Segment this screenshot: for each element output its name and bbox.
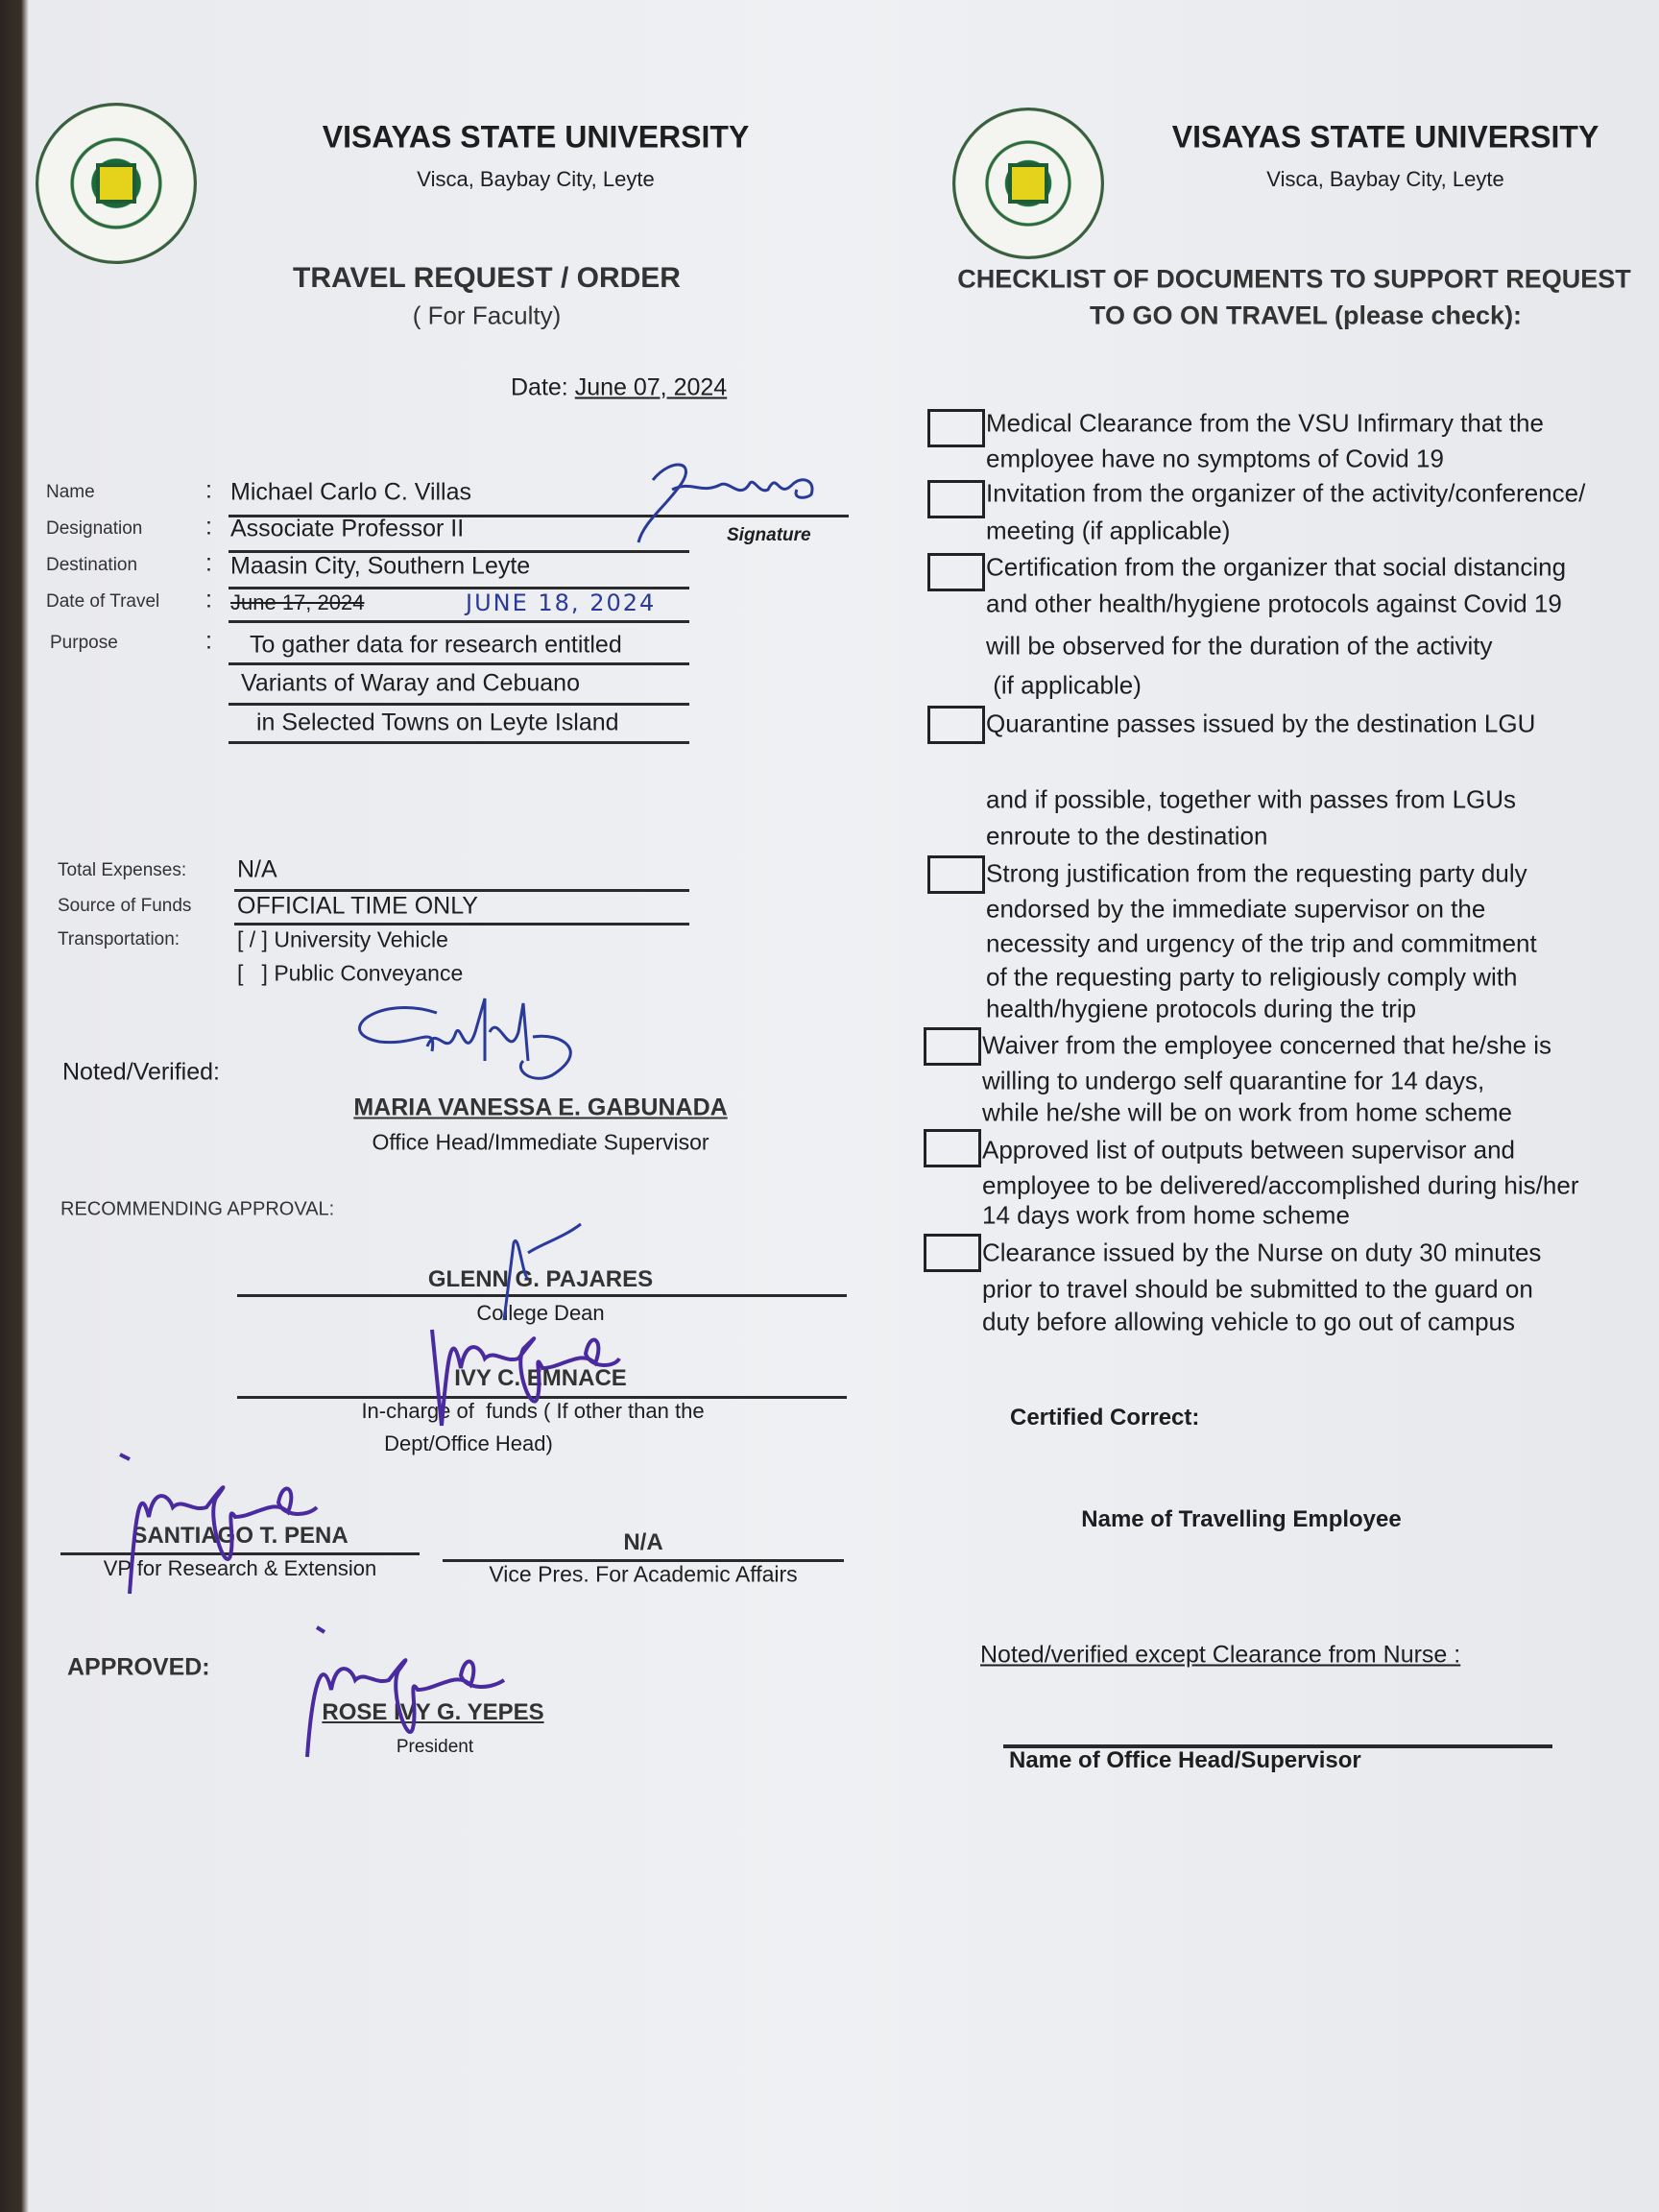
designation-label: Designation <box>46 518 143 539</box>
purpose-label: Purpose <box>50 633 118 653</box>
name-value: Michael Carlo C. Villas <box>230 478 472 506</box>
colon: : <box>205 627 212 655</box>
date-of-travel-label: Date of Travel <box>46 591 160 612</box>
checklist-item-text: enroute to the destination <box>986 821 1268 851</box>
checklist-checkbox[interactable] <box>927 706 985 744</box>
funds-incharge-name: IVY C. EMNACE <box>454 1365 627 1391</box>
checklist-item-text: Certification from the organizer that social distancing <box>986 552 1567 582</box>
vp-research-signature <box>115 1450 384 1594</box>
vp-academic-name: N/A <box>623 1529 663 1555</box>
date-label: Date: <box>511 373 568 401</box>
checklist-item-text: will be observed for the duration of the activity <box>986 631 1493 661</box>
recommending-approval-label: RECOMMENDING APPROVAL: <box>60 1198 335 1220</box>
vp-academic-title: Vice Pres. For Academic Affairs <box>489 1561 798 1587</box>
checklist-item-text: meeting (if applicable) <box>986 516 1231 545</box>
transportation-label: Transportation: <box>58 929 180 950</box>
checklist-item-text: and other health/hygiene protocols against Covid 19 <box>986 589 1562 618</box>
checklist-item-text: endorsed by the immediate supervisor on the <box>986 894 1486 924</box>
designation-value: Associate Professor II <box>230 515 465 542</box>
checklist-checkbox[interactable] <box>924 1027 981 1066</box>
university-address-right: Visca, Baybay City, Leyte <box>1266 167 1504 191</box>
president-title: President <box>396 1737 474 1757</box>
checklist-item-text: Approved list of outputs between supervisor and <box>982 1135 1516 1165</box>
university-seal-right <box>952 108 1104 259</box>
checklist-item-text: (if applicable) <box>986 670 1142 700</box>
signature-label: Signature <box>727 525 811 545</box>
date-field <box>511 374 727 402</box>
checklist-item-text: Medical Clearance from the VSU Infirmary that the <box>986 408 1544 438</box>
total-expenses-value: N/A <box>237 855 277 883</box>
checklist-item-text: necessity and urgency of the trip and commitment <box>986 928 1537 958</box>
checklist-item-text: willing to undergo self quarantine for 14 days, <box>982 1066 1485 1095</box>
checklist-checkbox[interactable] <box>924 1234 981 1272</box>
university-name-left: VISAYAS STATE UNIVERSITY <box>322 119 750 155</box>
checklist-item-text: duty before allowing vehicle to go out of campus <box>982 1307 1516 1336</box>
checklist-item-text: prior to travel should be submitted to the guard on <box>982 1274 1533 1304</box>
university-address-left: Visca, Baybay City, Leyte <box>417 167 655 191</box>
president-signature <box>298 1623 566 1767</box>
president-name: ROSE IVY G. YEPES <box>322 1699 544 1725</box>
checklist-checkbox[interactable] <box>927 480 985 518</box>
funds-incharge-title-2: Dept/Office Head) <box>384 1431 553 1455</box>
noted-verified-label: Noted/Verified: <box>62 1058 220 1086</box>
certified-correct-label: Certified Correct: <box>1010 1405 1200 1431</box>
supervisor-name: MARIA VANESSA E. GABUNADA <box>353 1094 728 1121</box>
checklist-item-text: Strong justification from the requesting party duly <box>986 858 1527 888</box>
checklist-item-text: Quarantine passes issued by the destination LGU <box>986 709 1536 738</box>
checklist-item-text: Invitation from the organizer of the activity/conference/ <box>986 478 1586 508</box>
purpose-line-3: in Selected Towns on Leyte Island <box>256 709 619 736</box>
approved-label: APPROVED: <box>67 1653 210 1681</box>
checklist-item-text: employee to be delivered/accomplished during his/her <box>982 1170 1579 1200</box>
purpose-underline <box>228 741 689 744</box>
checklist-item-text: employee have no symptoms of Covid 19 <box>986 444 1444 473</box>
checklist-title-1: CHECKLIST OF DOCUMENTS TO SUPPORT REQUEST <box>957 264 1631 294</box>
checklist-title-2: TO GO ON TRAVEL (please check): <box>1089 301 1523 330</box>
source-of-funds-underline <box>234 923 689 926</box>
transport-public-conveyance[interactable]: [ ] Public Conveyance <box>237 960 464 986</box>
purpose-underline <box>228 703 689 706</box>
destination-value: Maasin City, Southern Leyte <box>230 552 531 580</box>
transport-university-vehicle[interactable]: [ / ] University Vehicle <box>237 926 448 952</box>
checklist-item-text: Waiver from the employee concerned that he/she is <box>982 1030 1551 1060</box>
university-seal-left <box>36 103 197 264</box>
purpose-line-1: To gather data for research entitled <box>250 631 622 659</box>
date-of-travel-handwritten: JUNE 18, 2024 <box>466 589 657 616</box>
purpose-line-2: Variants of Waray and Cebuano <box>241 669 580 697</box>
checklist-checkbox[interactable] <box>927 409 985 447</box>
checklist-checkbox[interactable] <box>927 855 985 894</box>
checklist-item-text: health/hygiene protocols during the trip <box>986 994 1417 1023</box>
form-title: TRAVEL REQUEST / ORDER <box>293 262 681 294</box>
vp-research-title: VP for Research & Extension <box>103 1556 377 1580</box>
date-value: June 07, 2024 <box>574 373 728 401</box>
dean-name: GLENN G. PAJARES <box>427 1266 654 1292</box>
vp-research-name: SANTIAGO T. PENA <box>132 1523 349 1549</box>
name-label: Name <box>46 482 95 502</box>
university-name-right: VISAYAS STATE UNIVERSITY <box>1171 119 1599 155</box>
supervisor-title: Office Head/Immediate Supervisor <box>372 1129 709 1155</box>
checklist-item-text: Clearance issued by the Nurse on duty 30 minutes <box>982 1238 1542 1267</box>
source-of-funds-label: Source of Funds <box>58 896 192 916</box>
colon: : <box>205 586 212 613</box>
checklist-item-text: 14 days work from home scheme <box>982 1200 1350 1230</box>
source-of-funds-value: OFFICIAL TIME ONLY <box>237 892 478 920</box>
checklist-item-text: and if possible, together with passes from LGUs <box>986 784 1517 814</box>
funds-incharge-signature <box>427 1310 677 1435</box>
noted-except-nurse-label: Noted/verified except Clearance from Nurse : <box>980 1641 1461 1669</box>
date-of-travel-underline <box>228 620 689 623</box>
dean-title: College Dean <box>476 1301 605 1325</box>
checklist-item-text: of the requesting party to religiously comply with <box>986 962 1518 992</box>
office-head-label: Name of Office Head/Supervisor <box>1009 1747 1361 1773</box>
colon: : <box>205 549 212 577</box>
checklist-checkbox[interactable] <box>924 1129 981 1167</box>
travelling-employee-label: Name of Travelling Employee <box>1081 1506 1402 1532</box>
form-subtitle: ( For Faculty) <box>412 301 562 330</box>
purpose-underline <box>228 662 689 665</box>
total-expenses-label: Total Expenses: <box>58 860 187 880</box>
funds-incharge-title-1: In-charge of funds ( If other than the <box>361 1399 705 1423</box>
colon: : <box>205 513 212 541</box>
checklist-checkbox[interactable] <box>927 553 985 591</box>
date-of-travel-struck: June 17, 2024 <box>230 590 365 614</box>
destination-label: Destination <box>46 555 138 575</box>
colon: : <box>205 476 212 504</box>
supervisor-signature <box>341 994 610 1090</box>
checklist-item-text: while he/she will be on work from home scheme <box>982 1097 1513 1127</box>
